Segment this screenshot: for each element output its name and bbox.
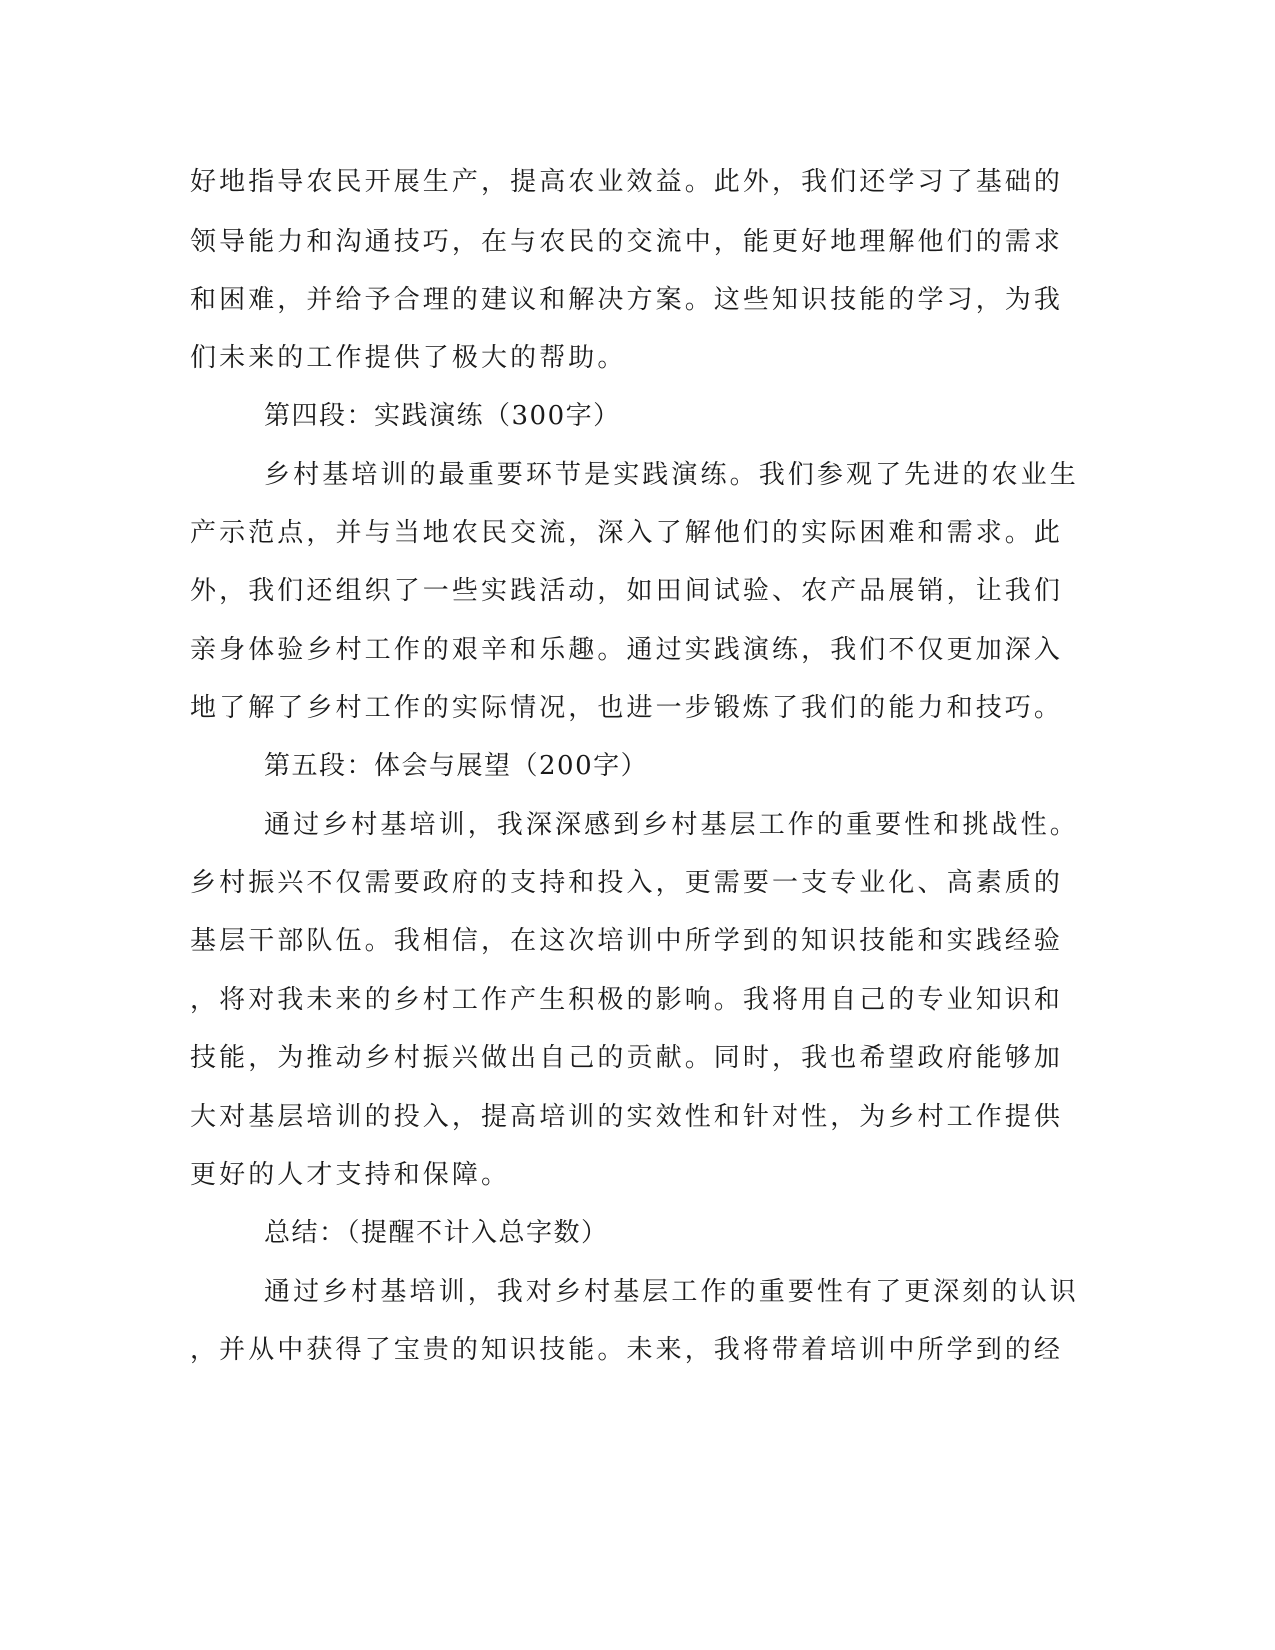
body-line: 产示范点，并与当地农民交流，深入了解他们的实际困难和需求。此 bbox=[190, 518, 1064, 548]
body-line: 更好的人才支持和保障。 bbox=[190, 1160, 511, 1190]
body-line: 们未来的工作提供了极大的帮助。 bbox=[190, 343, 627, 373]
body-line: 乡村基培训的最重要环节是实践演练。我们参观了先进的农业生 bbox=[264, 460, 1079, 490]
body-line: 乡村振兴不仅需要政府的支持和投入，更需要一支专业化、高素质的 bbox=[190, 868, 1064, 898]
body-line: 技能，为推动乡村振兴做出自己的贡献。同时，我也希望政府能够加 bbox=[190, 1043, 1064, 1073]
body-line: ，将对我未来的乡村工作产生积极的影响。我将用自己的专业知识和 bbox=[190, 985, 1064, 1015]
body-line: 通过乡村基培训，我深深感到乡村基层工作的重要性和挑战性。 bbox=[264, 810, 1079, 840]
body-line: 通过乡村基培训，我对乡村基层工作的重要性有了更深刻的认识 bbox=[264, 1277, 1079, 1307]
section-heading: 第四段：实践演练（300字） bbox=[264, 401, 621, 431]
body-line: 外，我们还组织了一些实践活动，如田间试验、农产品展销，让我们 bbox=[190, 576, 1064, 606]
body-line: 领导能力和沟通技巧，在与农民的交流中，能更好地理解他们的需求 bbox=[190, 227, 1064, 257]
body-line: 基层干部队伍。我相信，在这次培训中所学到的知识技能和实践经验 bbox=[190, 926, 1064, 956]
section-heading: 第五段：体会与展望（200字） bbox=[264, 751, 649, 781]
body-line: 和困难，并给予合理的建议和解决方案。这些知识技能的学习，为我 bbox=[190, 285, 1064, 315]
body-line: 大对基层培训的投入，提高培训的实效性和针对性，为乡村工作提供 bbox=[190, 1102, 1064, 1132]
body-line: 地了解了乡村工作的实际情况，也进一步锻炼了我们的能力和技巧。 bbox=[190, 693, 1064, 723]
body-line: 好地指导农民开展生产，提高农业效益。此外，我们还学习了基础的 bbox=[190, 167, 1064, 197]
section-heading: 总结：（提醒不计入总字数） bbox=[264, 1218, 609, 1248]
body-line: 亲身体验乡村工作的艰辛和乐趣。通过实践演练，我们不仅更加深入 bbox=[190, 635, 1064, 665]
body-line: ，并从中获得了宝贵的知识技能。未来，我将带着培训中所学到的经 bbox=[190, 1335, 1064, 1365]
